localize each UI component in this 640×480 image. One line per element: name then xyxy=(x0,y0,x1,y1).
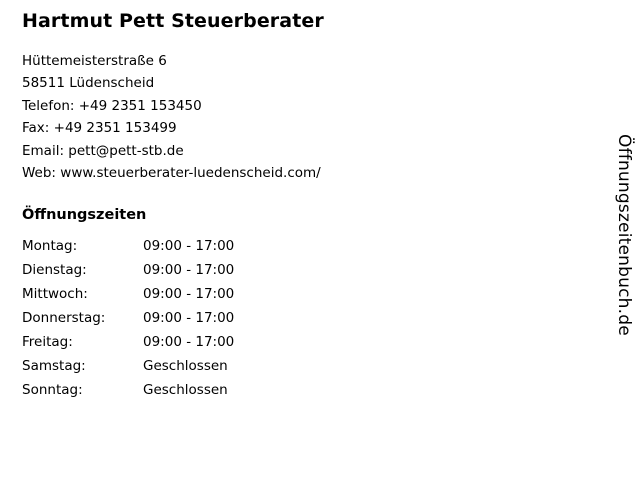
table-row xyxy=(22,334,234,358)
opening-hours-heading: Öffnungszeiten xyxy=(22,206,147,223)
hours-day-label: Mittwoch: xyxy=(22,285,88,302)
table-row xyxy=(22,238,234,262)
contact-line-email: Email: pett@pett-stb.de xyxy=(22,142,184,159)
contact-block xyxy=(22,50,592,185)
contact-line-fax: Fax: +49 2351 153499 xyxy=(22,120,177,137)
contact-line-phone: Telefon: +49 2351 153450 xyxy=(22,97,202,114)
table-row xyxy=(22,310,234,334)
hours-time-value: 09:00 - 17:00 xyxy=(143,261,235,278)
business-info-page xyxy=(22,10,592,406)
hours-day-label: Donnerstag: xyxy=(22,309,106,326)
hours-time-value: 09:00 - 17:00 xyxy=(143,309,235,326)
contact-line-address-street: Hüttemeisterstraße 6 xyxy=(22,52,167,69)
contact-line-web: Web: www.steuerberater-luedenscheid.com/ xyxy=(22,165,321,182)
contact-line-address-city: 58511 Lüdenscheid xyxy=(22,75,155,92)
hours-time-value: 09:00 - 17:00 xyxy=(143,333,235,350)
hours-day-label: Montag: xyxy=(22,237,78,254)
opening-hours-table xyxy=(22,238,234,406)
table-row xyxy=(22,262,234,286)
hours-time-value: 09:00 - 17:00 xyxy=(143,237,235,254)
table-row xyxy=(22,382,234,406)
watermark-label: Öffnungszeitenbuch.de xyxy=(614,134,634,336)
hours-day-label: Freitag: xyxy=(22,333,73,350)
hours-day-label: Samstag: xyxy=(22,357,86,374)
hours-time-value: 09:00 - 17:00 xyxy=(143,285,235,302)
table-row xyxy=(22,286,234,310)
table-row xyxy=(22,358,234,382)
hours-day-label: Dienstag: xyxy=(22,261,87,278)
hours-time-value: Geschlossen xyxy=(143,381,228,398)
page-title: Hartmut Pett Steuerberater xyxy=(22,10,324,32)
hours-time-value: Geschlossen xyxy=(143,357,228,374)
hours-day-label: Sonntag: xyxy=(22,381,83,398)
